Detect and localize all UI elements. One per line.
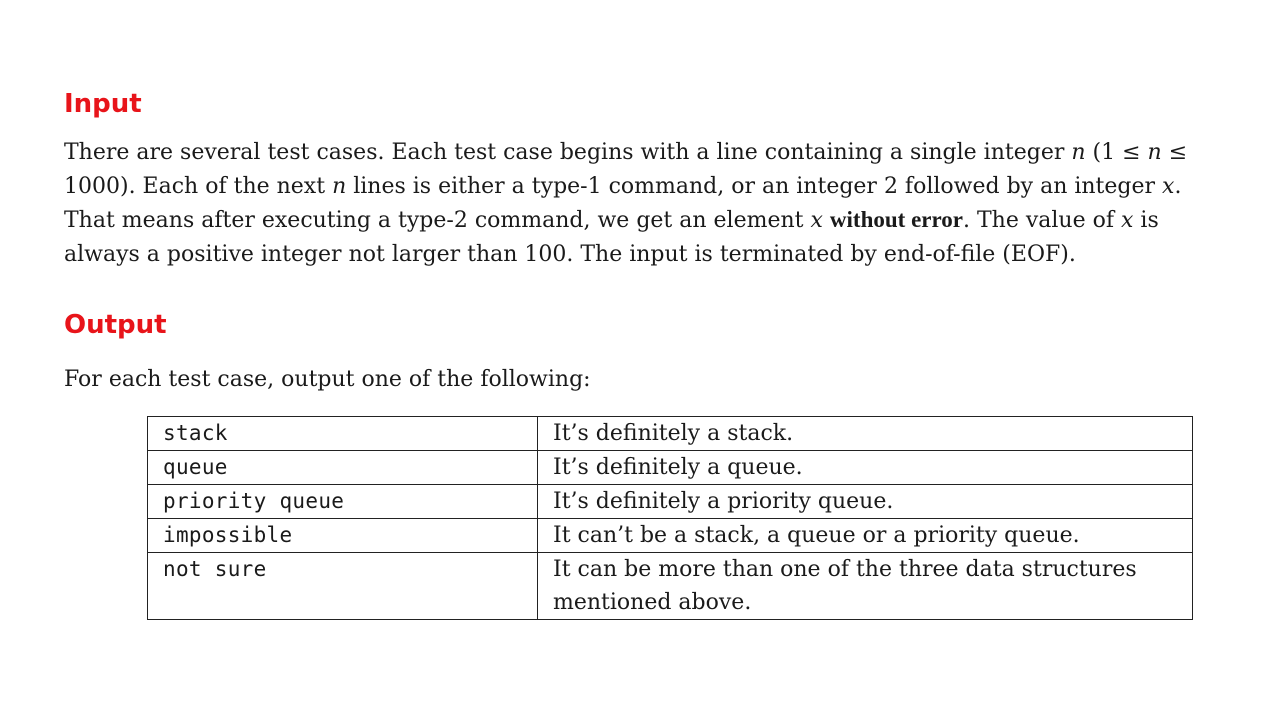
output-table [147,416,1193,620]
input-paragraph [64,136,1280,271]
table-row [148,417,1193,451]
table-row [148,519,1193,553]
table-row [148,485,1193,519]
output-description [538,553,1193,620]
problem-statement [64,84,1280,397]
output-description: It can’t be a stack, a queue or a priority queue. [538,519,1193,553]
output-description: It’s definitely a queue. [538,451,1193,485]
input-heading: Input [64,89,142,119]
input-line-1: There are several test cases. Each test case begins with a line containing a single integer n (1 ≤ n ≤ [64,140,1188,165]
output-code: impossible [148,519,538,553]
output-description: It’s definitely a stack. [538,417,1193,451]
input-line-4: always a positive integer not larger than 100. The input is terminated by end-of-file (EOF). [64,241,1076,267]
output-code: not sure [148,553,538,620]
table-row [148,553,1193,620]
math-var-n: n [332,173,347,199]
output-heading: Output [64,310,167,340]
math-var-x: x [810,208,823,233]
table-row [148,451,1193,485]
output-description-line-1: It can be more than one of the three data structures [553,557,1137,582]
output-description: It’s definitely a priority queue. [538,485,1193,519]
input-line-3: That means after executing a type-2 command, we get an element x without error. The value of x is [64,207,1159,233]
output-code: stack [148,417,538,451]
math-var-x: x [1162,173,1175,199]
output-intro: For each test case, output one of the following: [64,367,591,392]
input-line-2: 1000). Each of the next n lines is either a type-1 command, or an integer 2 followed by an integer x. [64,173,1182,199]
math-var-x: x [1121,208,1134,233]
output-code: priority queue [148,485,538,519]
math-var-n: n [1071,140,1086,165]
math-var-n: n [1147,140,1162,165]
bold-phrase: without error [829,207,963,232]
output-description-line-2: mentioned above. [553,590,752,615]
output-code: queue [148,451,538,485]
